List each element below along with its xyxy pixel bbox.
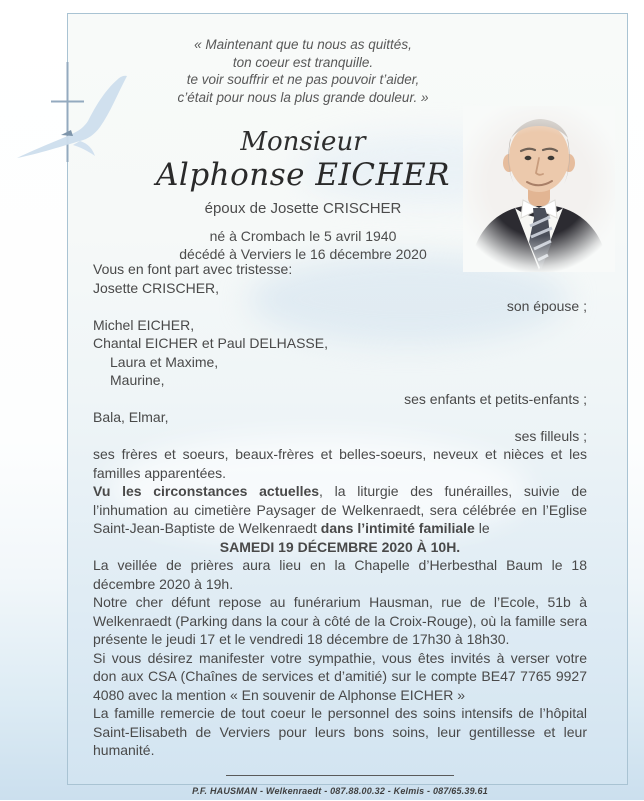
memorial-quote bbox=[68, 36, 538, 106]
birth-line: né à Crombach le 5 avril 1940 bbox=[209, 228, 397, 244]
ceremony-bold-segment: dans l’intimité familiale bbox=[320, 520, 475, 536]
death-line: décédé à Verviers le 16 décembre 2020 bbox=[179, 246, 427, 262]
family-member: Maurine, bbox=[110, 372, 165, 388]
card-body bbox=[93, 260, 587, 801]
deceased-salutation: Monsieur bbox=[240, 127, 366, 157]
ceremony-date: SAMEDI 19 DÉCEMBRE 2020 À 10H. bbox=[219, 538, 461, 555]
deceased-relation: époux de Josette CRISCHER bbox=[204, 200, 402, 217]
photo-vignette bbox=[463, 106, 615, 272]
family-relation: ses enfants et petits-enfants ; bbox=[404, 390, 587, 407]
family-member: Bala, Elmar, bbox=[93, 409, 169, 425]
ceremony-segment: , la liturgie des funérailles, suivie de l’inhumation au cimetière Paysager de Welkenraedt, sera célébrée en l’Eglise Saint-Jean-Baptiste de Welkenraedt bbox=[93, 483, 587, 536]
quote-line: ton coeur est tranquille. bbox=[232, 54, 374, 70]
family-member: Michel EICHER, bbox=[93, 316, 195, 333]
deceased-name: Alphonse EICHER bbox=[156, 157, 450, 193]
announcement-card bbox=[67, 13, 628, 796]
family-closing: ses frères et soeurs, beaux-frères et belles-soeurs, neveux et nièces et les familles apparentées. bbox=[93, 446, 587, 481]
ceremony-paragraph bbox=[93, 482, 587, 538]
repose-paragraph: Notre cher défunt repose au funérarium Hausman, rue de l’Ecole, 51b à Welkenraedt (Parking dans la cour à côté de la Croix-Rouge), où la famille sera présente le jeudi 17 et le vendredi 18 décembre de 17h30 à 18h30. bbox=[93, 594, 587, 647]
ceremony-bold-segment: Vu les circonstances actuelles bbox=[93, 483, 320, 499]
family-member: Josette CRISCHER, bbox=[93, 279, 220, 296]
thanks-paragraph: La famille remercie de tout coeur le personnel des soins intensifs de l’hôpital Saint-Elisabeth de Verviers pour leurs bons soins, leur gentillesse et leur humanité. bbox=[93, 705, 587, 758]
footer-divider bbox=[226, 775, 454, 777]
quote-line: « Maintenant que tu nous as quittés, bbox=[194, 37, 412, 52]
family-member: Laura et Maxime, bbox=[110, 353, 219, 370]
family-relation: son épouse ; bbox=[506, 298, 587, 314]
quote-line: te voir souffrir et ne pas pouvoir t’aider, bbox=[186, 72, 420, 87]
announcement-intro: Vous en font part avec tristesse: bbox=[93, 261, 293, 277]
ceremony-segment: le bbox=[474, 520, 490, 536]
funeral-home-footer bbox=[93, 763, 587, 801]
family-member: Chantal EICHER et Paul DELHASSE, bbox=[93, 335, 328, 351]
funeral-home-info: P.F. HAUSMAN - Welkenraedt - 087.88.00.32 - Kelmis - 087/65.39.61 bbox=[192, 786, 488, 796]
donation-paragraph: Si vous désirez manifester votre sympathie, vous êtes invités à verser votre don aux CSA (Chaînes de services et d’amitié) sur le compte BE47 7765 9927 4080 avec la mention « En souvenir de Alphonse EICHER » bbox=[93, 649, 587, 703]
quote-line: c’était pour nous la plus grande douleur. » bbox=[177, 89, 429, 105]
vigil-paragraph: La veillée de prières aura lieu en la Chapelle d’Herbesthal Baum le 18 décembre 2020 à 19h. bbox=[93, 557, 587, 592]
family-relation: ses filleuls ; bbox=[514, 427, 587, 444]
portrait-photo bbox=[463, 106, 615, 272]
